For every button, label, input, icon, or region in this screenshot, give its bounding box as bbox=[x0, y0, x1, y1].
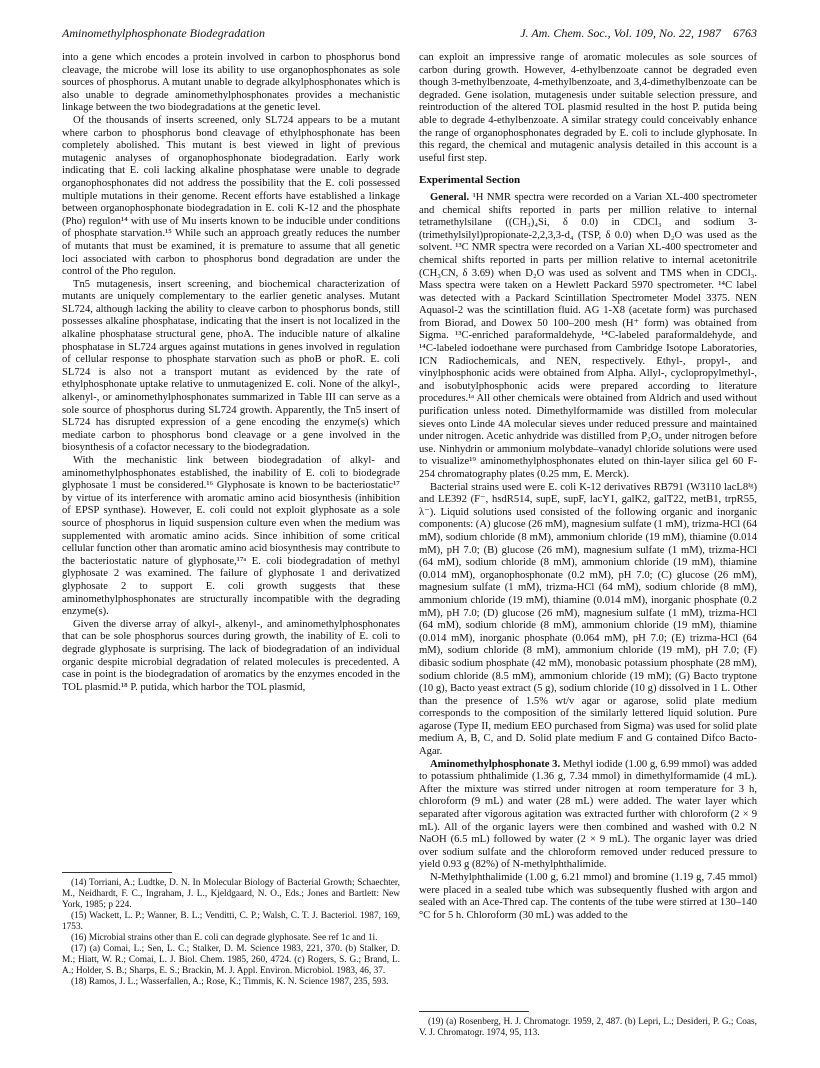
paragraph-text: ¹H NMR spectra were recorded on a Varian XL-400 spectrometer and chemical shifts reported in parts per million relative to internal tetramethylsilane ((CH₃)₄Si, δ 0.0) in CDCl₃ and sodium 3-(trimethylsilyl)propionate-2,2,3,3-d₄ (TSP, δ 0.0) when D₂O was used as the solvent. ¹³C NMR spectra were recorded on a Varian XL-400 spectrometer and chemical shifts reported in parts per million relative to internal acetonitrile (CH₃CN, δ 3.69) when D₂O was used as solvent and TMS when in CDCl₃. Mass spectra were taken on a Hewlett Packard 5970 spectrometer. ¹⁴C label was detected with a Packard Scintillation Spectrometer Model 3375. NEN Aquasol-2 was the scintillation fluid. AG 1-X8 (acetate form) was purchased from Biorad, and Dowex 50 100–200 mesh (H⁺ form) was obtained from Sigma. ¹³C-enriched paraformaldehyde, ¹⁴C-labeled paraformaldehyde, and ¹⁴C-labeled iodoethane were purchased from Cambridge Isotope Laboratories, ICN Radiochemicals, and NEN, respectively. Ethyl-, propyl-, and vinylphosphonic acids were obtained from Alpha. Allyl-, cyclopropylmethyl-, and isobutylphosphonic acids were prepared according to literature procedures.¹ᵃ All other chemicals were obtained from Aldrich and used without purification unless noted. Dimethylformamide was distilled from molecular sieves onto Linde 4A molecular sieves under reduced pressure and maintained under nitrogen. Acetic anhydride was distilled from P₂O₅ under nitrogen before use. Ninhydrin or ammonium molybdate–vanadyl chloride solutions were used to visualize¹⁹ aminomethylphosphonates eluted on thin-layer silica gel 60 F-254 chromatography plates (0.25 mm, E. Merck). bbox=[419, 191, 757, 480]
left-footnotes bbox=[62, 878, 400, 988]
footnote: (18) Ramos, J. L.; Wasserfallen, A.; Rose, K.; Timmis, K. N. Science 1987, 235, 593. bbox=[71, 977, 389, 987]
paragraph-text: Methyl iodide (1.00 g, 6.99 mmol) was added to potassium phthalimide (1.36 g, 7.34 mmol) in dimethylformamide (4 mL). After the mixture was stirred under nitrogen at room temperature for 3 h, chloroform (9 mL) and water (28 mL) were added. The water layer which separated after vigorous agitation was extracted further with chloroform (2 × 9 mL). All of the organic layers were then combined and washed with 0.2 N NaOH (6.5 mL) followed by water (2 × 9 mL). The organic layer was dried over sodium sulfate and the chloroform removed under reduced pressure to yield 0.93 g (82%) of N-methylphthalimide. bbox=[419, 758, 757, 871]
body-paragraph: Of the thousands of inserts screened, only SL724 appears to be a mutant where carbon to phosphorus bond cleavage of ethylphosphonate has been completely abolished. This mutant is best viewed in light of previous mutagenic analyses of organophosphonate biodegradation. Early work indicating that E. coli lacking alkaline phosphatase were unable to degrade organophosphonates did not address the possibility that the E. coli possessed multiple mutations in their genome. Recent efforts have established a linkage between organophosphonate biodegradation in E. coli K-12 and the phosphate (Pho) regulon¹⁴ with use of Mu inserts known to be inducible under conditions of phosphate starvation.¹⁵ While such an approach greatly reduces the number of mutants that must be examined, it is premature to assume that all genetic loci associated with carbon to phosphorus bond degradation are under the control of the Pho regulon. bbox=[62, 114, 400, 278]
footnote: (16) Microbial strains other than E. coli can degrade glyphosate. See ref 1c and 1i. bbox=[71, 933, 378, 943]
footnote: (19) (a) Rosenberg, H. J. Chromatogr. 1959, 2, 487. (b) Lepri, L.; Desideri, P. G.; Coas, V. J. Chromatogr. 1974, 95, 113. bbox=[419, 1017, 757, 1038]
body-paragraph: N-Methylphthalimide (1.00 g, 6.21 mmol) and bromine (1.19 g, 7.45 mmol) were placed in a sealed tube which was subsequently flushed with argon and sealed with an Ace-Thred cap. The contents of the tube were stirred at 130–140 °C for 5 h. Chloroform (30 mL) was added to the bbox=[419, 872, 757, 921]
footnote: (14) Torriani, A.; Ludtke, D. N. In Molecular Biology of Bacterial Growth; Schaechter, M., Neidhardt, F. C., Ingraham, J. L., Kjeldgaard, N. O., Eds.; Jones and Bartlett: New York, 1985; p 224. bbox=[62, 878, 400, 910]
run-in-heading: General. bbox=[430, 191, 470, 203]
footnote: (15) Wackett, L. P.; Wanner, B. L.; Venditti, C. P.; Walsh, C. T. J. Bacteriol. 1987, 169, 1753. bbox=[62, 911, 400, 932]
right-column bbox=[419, 52, 757, 922]
run-in-heading: Aminomethylphosphonate 3. bbox=[430, 758, 561, 770]
footnote-rule bbox=[419, 1011, 529, 1012]
left-column bbox=[62, 52, 400, 694]
general-paragraph bbox=[419, 192, 757, 482]
synthesis-paragraph bbox=[419, 759, 757, 872]
right-footnotes bbox=[419, 1017, 757, 1039]
body-paragraph: Given the diverse array of alkyl-, alkenyl-, and aminomethylphosphonates that can be sole phosphorus sources during growth, the inability of E. coli to degrade glyphosate is surprising. The lack of biodegradation of an individual organic despite microbial degradation of related molecules is precedented. A case in point is the biodegradation of aromatics by the enzymes encoded in the TOL plasmid.¹⁸ P. putida, which harbor the TOL plasmid, bbox=[62, 618, 400, 693]
body-paragraph: can exploit an impressive range of aromatic molecules as sole sources of carbon during growth. However, 4-ethylbenzoate cannot be degraded even though 3-methylbenzoate, 4-methylbenzoate, and 3,4-dimethylbenzoate can be degraded. Gene isolation, mutagenesis under suitable selection pressure, and reintroduction of the altered TOL plasmid resulted in the host P. putida being able to degrade 4-ethylbenzoate. A similar strategy could conceivably enhance the range of organophosphonates degraded by E. coli to include glyphosate. In this regard, the chemical and mutagenic analysis detailed in this account is a useful first step. bbox=[419, 52, 757, 164]
body-paragraph: into a gene which encodes a protein involved in carbon to phosphorus bond cleavage, the microbe will lose its ability to use organophosphonates as sole sources of phosphorus. A mutant unable to degrade alkylphosphonates which is also unable to degrade aminomethylphosphonates provides a mechanistic linkage between the two biodegradations at the genetic level. bbox=[62, 52, 400, 114]
header-article-title: Aminomethylphosphonate Biodegradation bbox=[62, 26, 265, 40]
footnote-rule bbox=[62, 872, 172, 873]
body-paragraph: With the mechanistic link between biodegradation of alkyl- and aminomethylphosphonates established, the inability of E. coli to biodegrade glyphosate 1 must be considered.¹⁶ Glyphosate is known to be bacteriostatic¹⁷ by virtue of its interference with aromatic amino acid biosynthesis (inhibition of EPSP synthase). However, E. coli could not exploit glyphosate as a sole source of phosphorus in liquid suspension culture even when the medium was supplemented with aromatic amino acids. Since inhibition of some critical cellular function other than aromatic amino acid biosynthesis may contribute to the bacteriostatic nature of glyphosate,¹⁷ᵃ E. coli biodegradation of methyl glyphosate 2 was examined. The failure of glyphosate 1 and derivatized glyphosate 2 to support E. coli growth suggests that these aminomethylphosphonates are structurally incompatible with the degrading enzyme(s). bbox=[62, 455, 400, 618]
bacterial-strains-paragraph: Bacterial strains used were E. coli K-12 derivatives RB791 (W3110 lacL8ᴵᵍ) and LE392 (F⁻, hsdR514, supE, supF, lacY1, galK2, galT22, metB1, trpR55, λ⁻). Liquid solutions used consisted of the following organic and inorganic components: (A) glucose (26 mM), magnesium sulfate (1 mM), trizma-HCl (64 mM), sodium chloride (8 mM), ammonium chloride (19 mM), thiamine (0.014 mM), pH 7.0; (B) glucose (26 mM), magnesium sulfate (1 mM), trizma-HCl (64 mM), sodium chloride (8 mM), ammonium chloride (19 mM), thiamine (0.014 mM), organophosphonate (0.2 mM), pH 7.0; (C) glucose (26 mM), magnesium sulfate (1 mM), trizma-HCl (64 mM), sodium chloride (8 mM), ammonium chloride (19 mM), thiamine (0.014 mM), inorganic phosphate (0.2 mM), pH 7.0; (D) glucose (26 mM), magnesium sulfate (1 mM), trizma-HCl (64 mM), sodium chloride (8 mM), ammonium chloride (19 mM), thiamine (0.014 mM), inorganic phosphate (0.064 mM), pH 7.0; (E) trizma-HCl (64 mM), sodium chloride (8 mM), ammonium chloride (19 mM), pH 7.0; (F) dibasic sodium phosphate (42 mM), monobasic potassium phosphate (28 mM), sodium chloride (8.5 mM), ammonium chloride (19 mM); (G) Bacto tryptone (10 g), Bacto yeast extract (5 g), sodium chloride (10 g) dissolved in 1 L. Other than the presence of 1.5% wt/v agar or agarose, solid plate medium corresponds to the composition of the similarly lettered liquid solution. Pure agarose (Type II, medium EEO purchased from Sigma) was used for solid plate medium A, B, C, and D. Solid plate medium F and G contained Difco Bacto-Agar. bbox=[419, 481, 757, 758]
section-heading: Experimental Section bbox=[419, 174, 521, 187]
header-journal-info bbox=[520, 26, 757, 42]
running-header bbox=[62, 26, 757, 42]
header-journal-citation: J. Am. Chem. Soc., Vol. 109, No. 22, 1987 bbox=[520, 26, 721, 40]
body-paragraph: Tn5 mutagenesis, insert screening, and biochemical characterization of mutants are uniquely complementary to the earlier genetic analyses. Mutant SL724, although lacking the ability to cleave carbon to phosphorus bonds, still possesses alkaline phosphatase, indicating that the insert is not localized in the alkaline phosphatase structural gene, phoA. The inducible nature of alkaline phosphatase in SL724 argues against mutations in genes involved in regulation of cellular response to phosphate starvation such as phoB or phoR. E. coli SL724 is also not a transport mutant as evidenced by the rate of ethylphosphonate uptake relative to unmutagenized E. coli. None of the alkyl-, alkenyl-, or aminomethylphosphonates summarized in Table III can serve as a sole source of phosphorus during SL724 growth. Apparently, the Tn5 insert of SL724 has disrupted expression of a gene encoding the enzyme(s) which mediate carbon to phosphorus bond cleavage or a gene involved in the biosynthesis of a cofactor necessary to the biodegradation. bbox=[62, 278, 400, 454]
header-page-number: 6763 bbox=[733, 26, 757, 40]
footnote: (17) (a) Comai, L.; Sen, L. C.; Stalker, D. M. Science 1983, 221, 370. (b) Stalker, D. M.; Hiatt, W. R.; Comai, L. J. Biol. Chem. 1985, 260, 4724. (c) Rogers, S. G.; Brand, L. A.; Holder, S. B.; Sharps, E. S.; Brackin, M. J. Appl. Environ. Microbiol. 1983, 46, 37. bbox=[62, 944, 400, 976]
